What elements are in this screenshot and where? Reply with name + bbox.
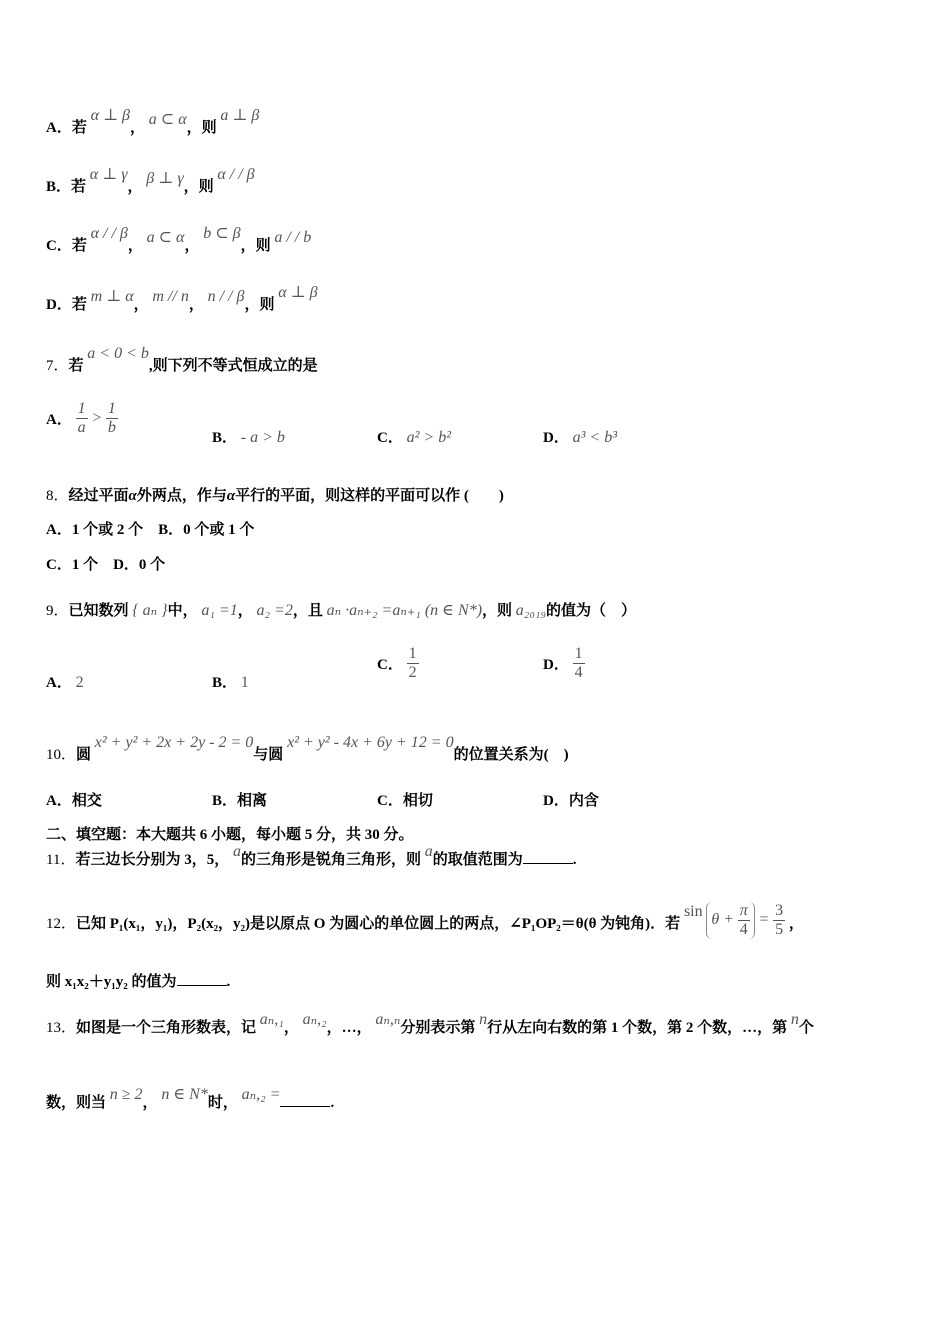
answer-blank: [280, 1106, 330, 1107]
math: m ⊥ α: [90, 288, 134, 305]
fraction: $\frac{1}{b}$: [107, 400, 116, 436]
math: x² + y² - 4x + 6y + 12 = 0: [287, 734, 454, 751]
q6-option-c: C．若 α / / β， a ⊂ α， b ⊂ β，则 a / / b: [46, 225, 312, 254]
math: n / / β: [207, 288, 245, 305]
q7-option-b: B． - a > b: [212, 429, 285, 446]
math: sin: [683, 902, 703, 920]
q9-option-b: B． 1: [212, 674, 249, 691]
q10-option-c: C．相切: [377, 793, 433, 809]
answer-blank: [523, 863, 573, 864]
math: a ⊂ α: [146, 229, 185, 246]
math: n: [790, 1011, 799, 1028]
q13-line2: 数，则当 n ≥ 2， n ∈ N*时， aₙ,₂ = .: [46, 1086, 335, 1111]
math: n ≥ 2: [109, 1086, 143, 1103]
math: n: [479, 1011, 488, 1028]
math: aₙ,ₙ: [375, 1011, 401, 1028]
math: a: [232, 843, 241, 860]
q6-option-d: D．若 m ⊥ α， m // n， n / / β，则 α ⊥ β: [46, 284, 318, 313]
q12-stem: 12．已知 P₁(x₁，y₁)，P₂(x₂，y₂)是以原点 O 为圆心的单位圆上的两点，∠P₁OP₂＝θ(θ 为钝角)．若 sin θ + $\frac{\pi}{4}$ = $\frac{3}{5}$ ，: [46, 902, 804, 938]
q10-option-a: A．相交: [46, 793, 102, 809]
q7-option-c: C． a² > b²: [377, 429, 451, 446]
math: a < 0 < b: [87, 345, 149, 362]
q6-option-a: A．若 α ⊥ β， a ⊂ α，则 a ⊥ β: [46, 107, 260, 136]
q10-option-d: D．内含: [543, 793, 599, 809]
fraction: $\frac{1}{a}$: [77, 400, 86, 436]
section-heading: 二、填空题：本大题共 6 小题，每小题 5 分，共 30 分。: [46, 827, 414, 843]
math: aₙ,₂ =: [241, 1086, 281, 1103]
math: a₂₀₁₉: [515, 602, 547, 619]
math: a₂ =2: [256, 602, 293, 619]
math: a / / b: [274, 229, 312, 246]
q7-option-a: A． $\frac{1}{a}$ > $\frac{1}{b}$: [46, 400, 116, 436]
math: x² + y² + 2x + 2y - 2 = 0: [94, 734, 254, 751]
q9-option-c: C． $\frac{1}{2}$: [377, 645, 417, 681]
q7-stem: 7．若 a < 0 < b,则下列不等式恒成立的是: [46, 345, 318, 374]
q13-stem: 13．如图是一个三角形数表，记 aₙ,₁， aₙ,₂，…， aₙ,ₙ分别表示第 n行从左向右数的第 1 个数，第 2 个数，…，第 n个: [46, 1011, 814, 1036]
fraction: $\frac{1}{4}$: [574, 645, 583, 681]
math: n ∈ N*: [161, 1086, 208, 1103]
math: α / / β: [217, 166, 255, 183]
q9-option-a: A． 2: [46, 674, 84, 691]
q7-option-d: D． a³ < b³: [543, 429, 617, 446]
fraction: $\frac{1}{2}$: [408, 645, 417, 681]
q6-option-b: B．若 α ⊥ γ， β ⊥ γ，则 α / / β: [46, 166, 255, 195]
q8-options-ab: A．1 个或 2 个 B．0 个或 1 个: [46, 522, 255, 538]
math: { aₙ }: [132, 602, 168, 619]
fraction: $\frac{3}{5}$: [775, 902, 784, 938]
math: α ⊥ β: [90, 107, 131, 124]
q10-option-b: B．相离: [212, 793, 268, 809]
q8-options-cd: C．1 个 D．0 个: [46, 557, 166, 573]
q9-option-d: D． $\frac{1}{4}$: [543, 645, 583, 681]
math: aₙ ·aₙ₊₂ =aₙ₊₁ (n ∈ N*): [326, 602, 483, 619]
math: a ⊂ α: [148, 111, 187, 128]
math: b ⊂ β: [203, 225, 241, 242]
math: a: [424, 843, 433, 860]
q8-stem: 8．经过平面α外两点，作与α平行的平面，则这样的平面可以作 ( ): [46, 488, 504, 504]
math: α ⊥ β: [278, 284, 318, 301]
q11-stem: 11．若三边长分别为 3，5， a的三角形是锐角三角形，则 a的取值范围为 .: [46, 843, 577, 868]
math: aₙ,₁: [259, 1011, 284, 1028]
q9-stem: 9．已知数列 { aₙ }中， a₁ =1， a₂ =2，且 aₙ ·aₙ₊₂ =aₙ₊₁ (n ∈ N*)，则 a₂₀₁₉的值为（ ）: [46, 602, 637, 619]
math: m // n: [152, 288, 189, 305]
q10-stem: 10．圆 x² + y² + 2x + 2y - 2 = 0与圆 x² + y² - 4x + 6y + 12 = 0的位置关系为( ): [46, 734, 569, 763]
math: α ⊥ γ: [89, 166, 128, 183]
q12-line2: 则 x₁x₂＋y₁y₂ 的值为 .: [46, 974, 231, 990]
paren-group: θ + $\frac{\pi}{4}$: [706, 902, 754, 939]
answer-blank: [177, 985, 227, 986]
math: aₙ,₂: [302, 1011, 327, 1028]
math: β ⊥ γ: [146, 170, 184, 187]
math: α / / β: [90, 225, 128, 242]
math: a ⊥ β: [220, 107, 260, 124]
math: a₁ =1: [201, 602, 238, 619]
